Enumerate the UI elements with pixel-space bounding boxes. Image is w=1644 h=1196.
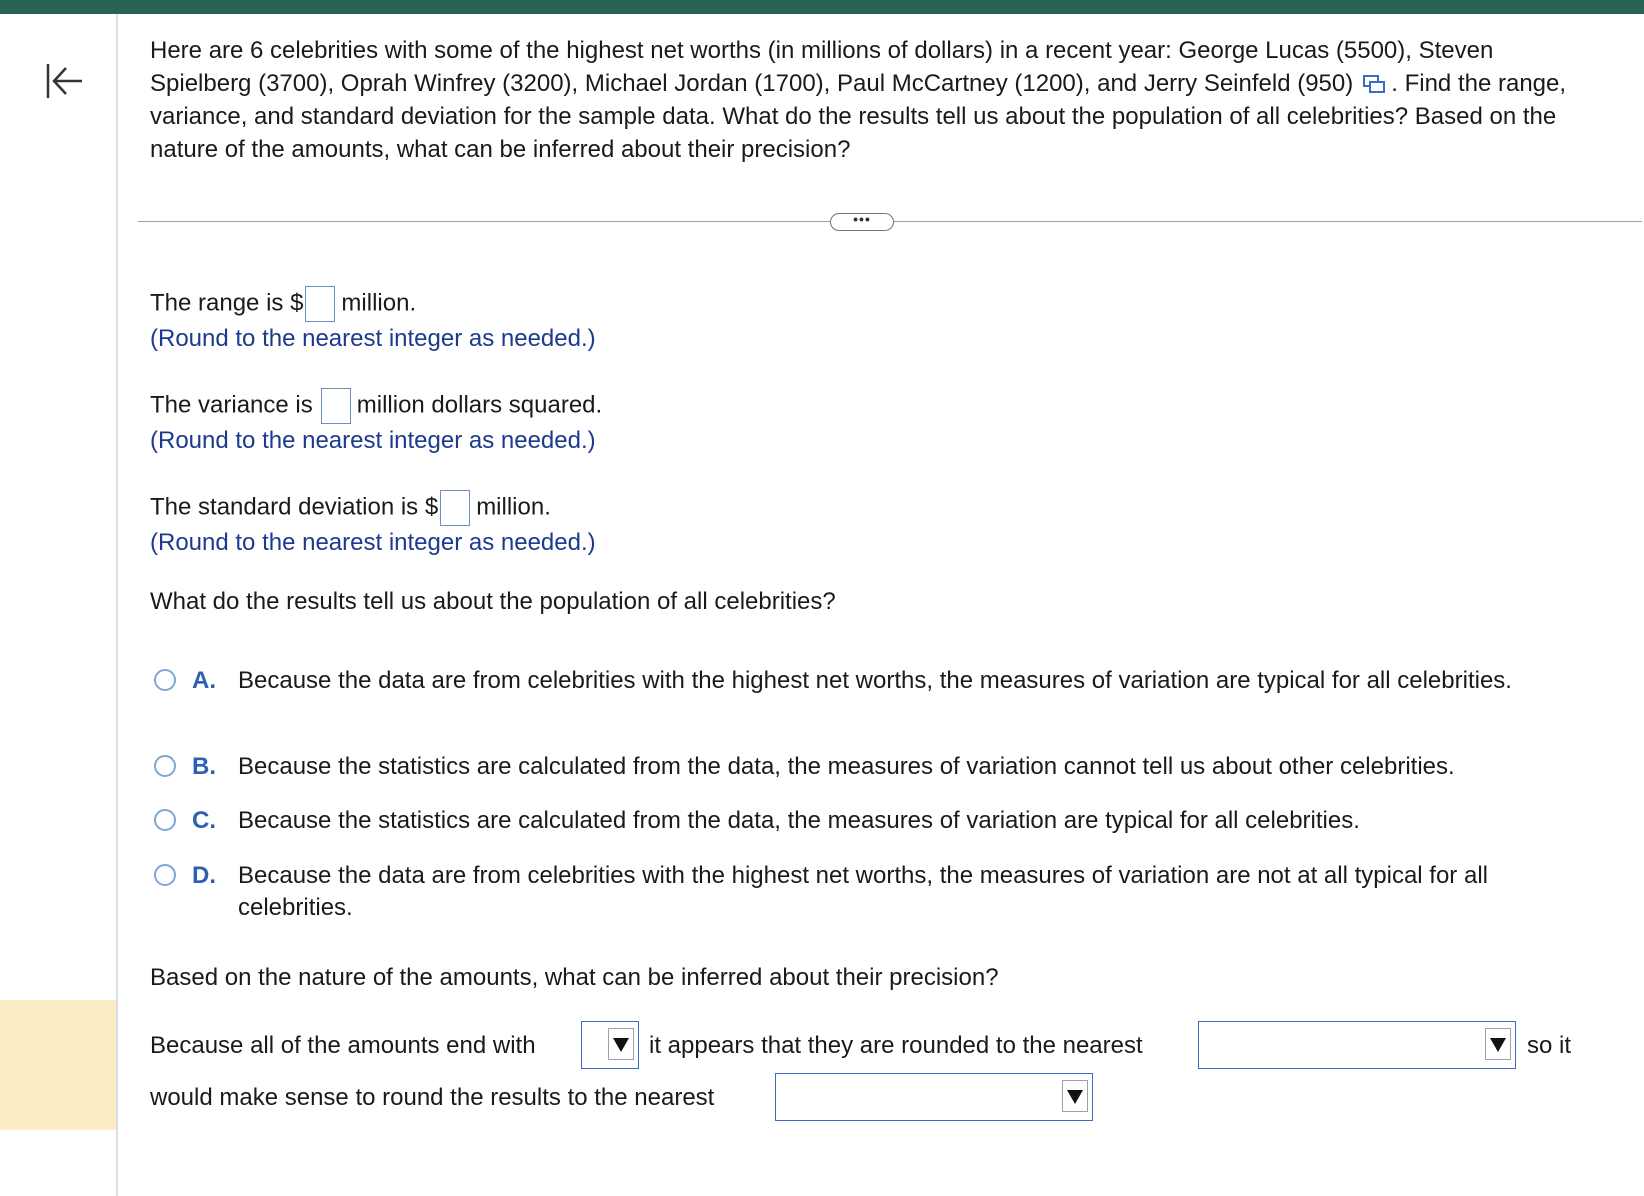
precision-sentence-part4: would make sense to round the results to the nearest	[150, 1084, 715, 1111]
option-c-text: Because the statistics are calculated from the data, the measures of variation are typical for all celebrities.	[238, 807, 1360, 834]
more-options-button[interactable]: •••	[830, 213, 894, 231]
variance-label: The variance is	[150, 391, 313, 419]
variance-line	[150, 388, 602, 424]
round-results-dropdown[interactable]	[775, 1073, 1093, 1121]
rounded-to-dropdown[interactable]	[1198, 1021, 1516, 1069]
option-b-radio[interactable]	[154, 755, 176, 777]
option-c-letter: C.	[192, 807, 216, 834]
stdev-label: The standard deviation is $	[150, 493, 439, 521]
precision-question: Based on the nature of the amounts, what can be inferred about their precision?	[150, 964, 999, 991]
question-text-part2: . Find the range, variance, and standard deviation for the sample data. What do the results tell us about the population of all celebrities? Based on the nature of the amounts, what can be inferred about their precision?	[150, 70, 1567, 163]
precision-sentence-part2: it appears that they are rounded to the nearest	[649, 1032, 1143, 1059]
option-d-text: Because the data are from celebrities with the highest net worths, the measures of variation are not at all typical for all celebrities.	[238, 862, 1488, 921]
chevron-down-icon	[608, 1028, 634, 1060]
range-input[interactable]	[305, 286, 335, 322]
ending-digits-dropdown[interactable]	[581, 1021, 639, 1069]
collapse-left-arrow-icon[interactable]	[44, 60, 84, 102]
stdev-unit: million.	[476, 493, 551, 521]
option-a-text: Because the data are from celebrities with the highest net worths, the measures of variation are typical for all celebrities.	[238, 667, 1512, 694]
variance-hint: (Round to the nearest integer as needed.)	[150, 427, 596, 454]
option-d-letter: D.	[192, 862, 216, 889]
copy-data-icon[interactable]	[1363, 69, 1385, 87]
stdev-line	[150, 490, 551, 526]
left-rail-highlight	[0, 1000, 116, 1130]
variance-unit: million dollars squared.	[356, 391, 603, 419]
range-unit: million.	[341, 289, 417, 317]
option-d-radio[interactable]	[154, 864, 176, 886]
option-a-radio[interactable]	[154, 669, 176, 691]
chevron-down-icon	[1485, 1028, 1511, 1060]
option-b-text: Because the statistics are calculated from the data, the measures of variation cannot tell us about other celebrities.	[238, 753, 1455, 780]
option-b-letter: B.	[192, 753, 216, 780]
question-text	[150, 34, 1600, 166]
precision-sentence-part3: so it	[1527, 1032, 1572, 1059]
population-question: What do the results tell us about the population of all celebrities?	[150, 588, 836, 615]
option-c-radio[interactable]	[154, 809, 176, 831]
range-label: The range is $	[150, 289, 304, 317]
top-bar	[0, 0, 1644, 14]
range-line	[150, 286, 416, 322]
option-a-letter: A.	[192, 667, 216, 694]
stdev-input[interactable]	[440, 490, 470, 526]
variance-input[interactable]	[321, 388, 351, 424]
precision-sentence-part1: Because all of the amounts end with	[150, 1032, 536, 1059]
question-text-part1: Here are 6 celebrities with some of the highest net worths (in millions of dollars) in a recent year: George Lucas (5500), Steven Spielberg (3700), Oprah Winfrey (3200), Michael Jordan (1700), Paul McCartney (1200), and Jerry Seinfeld (950)	[150, 37, 1494, 97]
range-hint: (Round to the nearest integer as needed.)	[150, 325, 596, 352]
chevron-down-icon	[1062, 1080, 1088, 1112]
stdev-hint: (Round to the nearest integer as needed.)	[150, 529, 596, 556]
